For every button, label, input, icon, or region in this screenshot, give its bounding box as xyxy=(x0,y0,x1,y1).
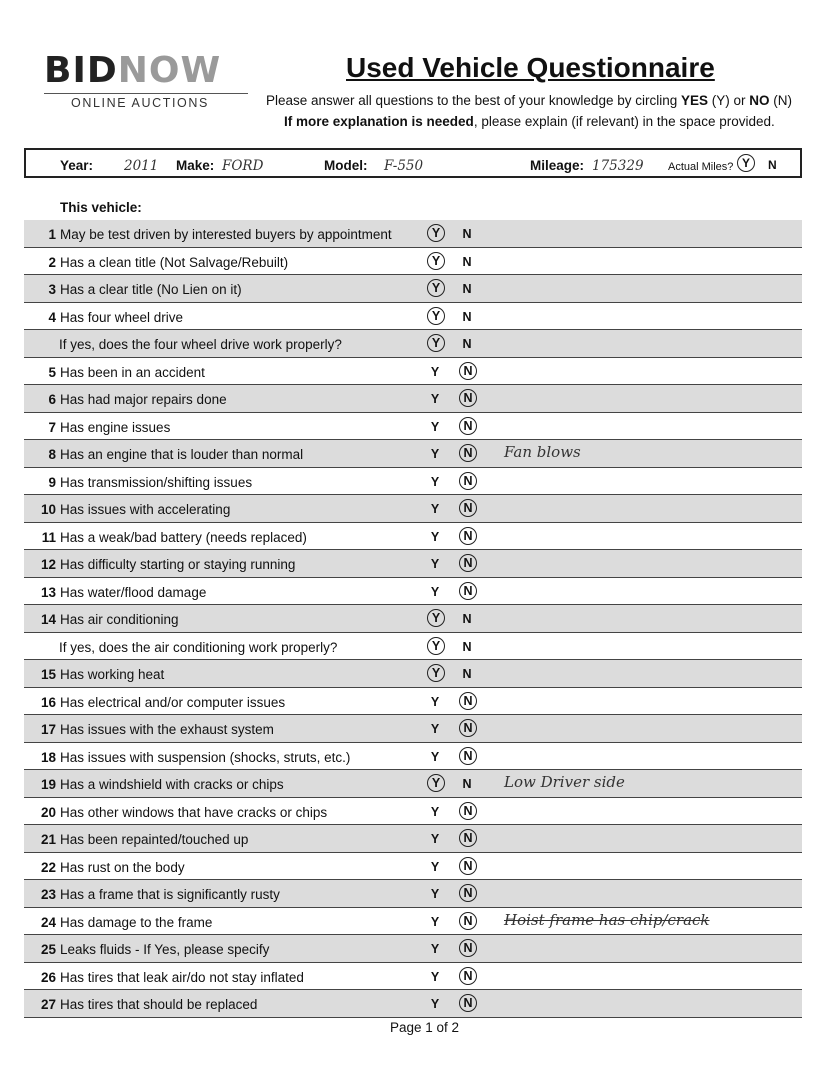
question-number: 25 xyxy=(40,942,56,957)
question-row xyxy=(24,688,802,716)
instr-bold: If more explanation is needed xyxy=(284,114,474,129)
instr-yes: YES xyxy=(680,93,708,108)
question-text: Has issues with accelerating xyxy=(60,502,231,517)
question-row xyxy=(24,825,802,853)
instr-text: Please answer all questions to the best of your knowledge by circling xyxy=(266,93,681,108)
answer-yes[interactable]: Y xyxy=(427,637,445,655)
answer-yes[interactable]: Y xyxy=(427,252,445,270)
answer-yes[interactable]: Y xyxy=(430,364,440,379)
question-number: 23 xyxy=(40,887,56,902)
question-number: 13 xyxy=(40,584,56,600)
answer-yes[interactable]: Y xyxy=(430,997,440,1011)
answer-no[interactable]: N xyxy=(459,829,477,847)
question-row xyxy=(24,633,802,661)
question-row xyxy=(24,523,802,551)
answer-no[interactable]: N xyxy=(459,582,477,600)
instructions-line-1 xyxy=(266,93,792,108)
answer-yes[interactable]: Y xyxy=(430,474,440,489)
answer-yes[interactable]: Y xyxy=(427,774,445,792)
answer-yes[interactable]: Y xyxy=(427,664,445,682)
question-row xyxy=(24,853,802,881)
instr-text: , please explain (if relevant) in the space provided. xyxy=(473,114,775,129)
question-number: 15 xyxy=(40,667,56,682)
answer-yes[interactable]: Y xyxy=(430,557,440,571)
question-row xyxy=(24,578,802,606)
bidnow-logo xyxy=(44,52,248,110)
question-number: 4 xyxy=(48,309,56,325)
handwritten-note: Fan blows xyxy=(504,443,581,461)
question-number: 1 xyxy=(48,227,56,242)
question-text: Has difficulty starting or staying running xyxy=(60,557,296,572)
question-text: Has other windows that have cracks or chips xyxy=(60,804,328,820)
actual-miles-no[interactable]: N xyxy=(768,158,777,172)
question-number: 12 xyxy=(40,557,56,572)
question-row xyxy=(24,798,802,826)
question-text: Has four wheel drive xyxy=(60,309,184,325)
answer-no[interactable]: N xyxy=(459,692,477,710)
answer-yes[interactable]: Y xyxy=(430,694,440,709)
question-row xyxy=(24,303,802,331)
question-row xyxy=(24,990,802,1018)
question-text: Has a frame that is significantly rusty xyxy=(60,887,280,902)
question-text: Has water/flood damage xyxy=(60,584,207,600)
answer-no[interactable]: N xyxy=(459,939,477,957)
answer-no[interactable]: N xyxy=(459,994,477,1012)
question-text: Has tires that should be replaced xyxy=(60,997,258,1012)
handwritten-note: Hoist frame has chip/crack xyxy=(504,910,710,929)
answer-yes[interactable]: Y xyxy=(430,392,440,406)
question-number: 20 xyxy=(40,804,56,820)
page-title: Used Vehicle Questionnaire xyxy=(346,52,715,83)
answer-yes[interactable]: Y xyxy=(430,859,440,874)
instr-text: (Y) or xyxy=(708,93,750,108)
question-text: Has issues with the exhaust system xyxy=(60,722,274,737)
answer-yes[interactable]: Y xyxy=(427,334,445,352)
question-text: If yes, does the four wheel drive work properly? xyxy=(59,337,342,352)
question-number: 22 xyxy=(40,859,56,875)
answer-no[interactable]: N xyxy=(462,337,472,351)
question-text: Has had major repairs done xyxy=(60,392,227,407)
logo-subtitle: ONLINE AUCTIONS xyxy=(71,96,209,110)
question-number: 16 xyxy=(40,694,56,710)
answer-no[interactable]: N xyxy=(459,499,477,517)
question-text: Has air conditioning xyxy=(60,612,179,627)
question-row xyxy=(24,468,802,496)
answer-no[interactable]: N xyxy=(459,362,477,380)
question-text: If yes, does the air conditioning work properly? xyxy=(59,639,338,655)
answer-yes[interactable]: Y xyxy=(430,887,440,901)
answer-yes[interactable]: Y xyxy=(430,749,440,764)
answer-no[interactable]: N xyxy=(462,282,472,296)
question-number: 11 xyxy=(41,529,56,545)
question-text: Has a weak/bad battery (needs replaced) xyxy=(60,529,307,545)
question-row xyxy=(24,908,802,936)
question-text: Has tires that leak air/do not stay inflated xyxy=(60,969,304,985)
answer-yes[interactable]: Y xyxy=(430,529,440,544)
question-row xyxy=(24,495,802,523)
question-number: 7 xyxy=(48,419,56,435)
answer-no[interactable]: N xyxy=(462,639,472,654)
question-row xyxy=(24,660,802,688)
answer-yes[interactable]: Y xyxy=(430,914,440,929)
model-value[interactable]: F-550 xyxy=(384,158,424,174)
year-value[interactable]: 2011 xyxy=(124,158,159,174)
answer-no[interactable]: N xyxy=(459,857,477,875)
answer-yes[interactable]: Y xyxy=(430,447,440,461)
answer-no[interactable]: N xyxy=(459,527,477,545)
question-number: 6 xyxy=(48,392,56,407)
question-text: Has a clean title (Not Salvage/Rebuilt) xyxy=(60,254,289,270)
question-number: 21 xyxy=(40,832,56,847)
logo-now: NOW xyxy=(117,50,222,91)
question-row xyxy=(24,743,802,771)
instr-text: (N) xyxy=(769,93,793,108)
answer-yes[interactable]: Y xyxy=(427,609,445,627)
answer-no[interactable]: N xyxy=(459,719,477,737)
question-row xyxy=(24,248,802,276)
answer-no[interactable]: N xyxy=(459,472,477,490)
question-number: 19 xyxy=(40,777,56,792)
answer-no[interactable]: N xyxy=(462,309,472,324)
question-text: Has damage to the frame xyxy=(60,914,213,930)
answer-no[interactable]: N xyxy=(462,777,472,791)
question-number: 3 xyxy=(48,282,56,297)
question-number: 8 xyxy=(48,447,56,462)
question-text: Has engine issues xyxy=(60,419,171,435)
question-row xyxy=(24,880,802,908)
question-row xyxy=(24,770,802,798)
question-row xyxy=(24,440,802,468)
question-row xyxy=(24,550,802,578)
question-text: Has a clear title (No Lien on it) xyxy=(60,282,242,297)
answer-yes[interactable]: Y xyxy=(430,832,440,846)
question-text: Has been repainted/touched up xyxy=(60,832,249,847)
answer-no[interactable]: N xyxy=(462,612,472,626)
answer-no[interactable]: N xyxy=(459,444,477,462)
instr-no: NO xyxy=(749,93,770,108)
answer-yes[interactable]: Y xyxy=(430,722,440,736)
question-text: Has transmission/shifting issues xyxy=(60,474,253,490)
question-number: 10 xyxy=(40,502,56,517)
question-row xyxy=(24,963,802,991)
instructions-line-2 xyxy=(284,114,775,129)
year-label: Year: xyxy=(60,158,94,173)
question-text: Has an engine that is louder than normal xyxy=(60,447,304,462)
question-row xyxy=(24,330,802,358)
model-label: Model: xyxy=(324,158,368,173)
answer-no[interactable]: N xyxy=(459,912,477,930)
make-label: Make: xyxy=(176,158,215,173)
answer-no[interactable]: N xyxy=(459,747,477,765)
answer-no[interactable]: N xyxy=(459,802,477,820)
question-number: 2 xyxy=(48,254,56,270)
question-number: 5 xyxy=(48,364,56,380)
answer-yes[interactable]: Y xyxy=(430,942,440,956)
question-row xyxy=(24,605,802,633)
question-number: 27 xyxy=(40,997,56,1012)
handwritten-note: Low Driver side xyxy=(504,773,625,791)
question-text: Has issues with suspension (shocks, struts, etc.) xyxy=(60,749,351,765)
question-text: May be test driven by interested buyers by appointment xyxy=(60,227,392,242)
question-row xyxy=(24,275,802,303)
question-text: Leaks fluids - If Yes, please specify xyxy=(60,942,270,957)
question-row xyxy=(24,358,802,386)
question-number: 9 xyxy=(48,474,56,490)
answer-no[interactable]: N xyxy=(459,554,477,572)
logo-bid: BID xyxy=(44,50,118,91)
answer-no[interactable]: N xyxy=(462,227,472,241)
question-row xyxy=(24,385,802,413)
answer-yes[interactable]: Y xyxy=(427,307,445,325)
question-row xyxy=(24,413,802,441)
logo-wordmark xyxy=(44,52,248,90)
question-text: Has electrical and/or computer issues xyxy=(60,694,286,710)
answer-yes[interactable]: Y xyxy=(430,969,440,984)
answer-no[interactable]: N xyxy=(462,254,472,269)
question-number: 17 xyxy=(40,722,56,737)
answer-no[interactable]: N xyxy=(459,417,477,435)
vehicle-info-box xyxy=(24,148,802,178)
question-text: Has been in an accident xyxy=(60,364,205,380)
question-row xyxy=(24,715,802,743)
question-number: 24 xyxy=(40,914,56,930)
answer-yes[interactable]: Y xyxy=(430,804,440,819)
answer-yes[interactable]: Y xyxy=(430,502,440,516)
answer-yes[interactable]: Y xyxy=(430,584,440,599)
answer-yes[interactable]: Y xyxy=(430,419,440,434)
answer-no[interactable]: N xyxy=(459,967,477,985)
answer-no[interactable]: N xyxy=(462,667,472,681)
question-number: 26 xyxy=(40,969,56,985)
actual-miles-label: Actual Miles? xyxy=(668,161,734,173)
question-row xyxy=(24,935,802,963)
make-value[interactable]: FORD xyxy=(222,158,264,174)
mileage-label: Mileage: xyxy=(530,158,585,173)
answer-yes[interactable]: Y xyxy=(427,279,445,297)
answer-no[interactable]: N xyxy=(459,389,477,407)
answer-yes[interactable]: Y xyxy=(427,224,445,242)
question-number: 18 xyxy=(40,749,56,765)
question-row xyxy=(24,220,802,248)
question-text: Has rust on the body xyxy=(60,859,185,875)
section-label: This vehicle: xyxy=(60,200,142,215)
mileage-value[interactable]: 175329 xyxy=(592,158,644,174)
answer-no[interactable]: N xyxy=(459,884,477,902)
actual-miles-yes[interactable]: Y xyxy=(737,154,755,172)
page-number: Page 1 of 2 xyxy=(390,1020,460,1035)
question-text: Has a windshield with cracks or chips xyxy=(60,777,284,792)
question-text: Has working heat xyxy=(60,667,165,682)
question-number: 14 xyxy=(40,612,56,627)
questions-table xyxy=(24,220,802,1018)
logo-rule xyxy=(44,93,248,94)
